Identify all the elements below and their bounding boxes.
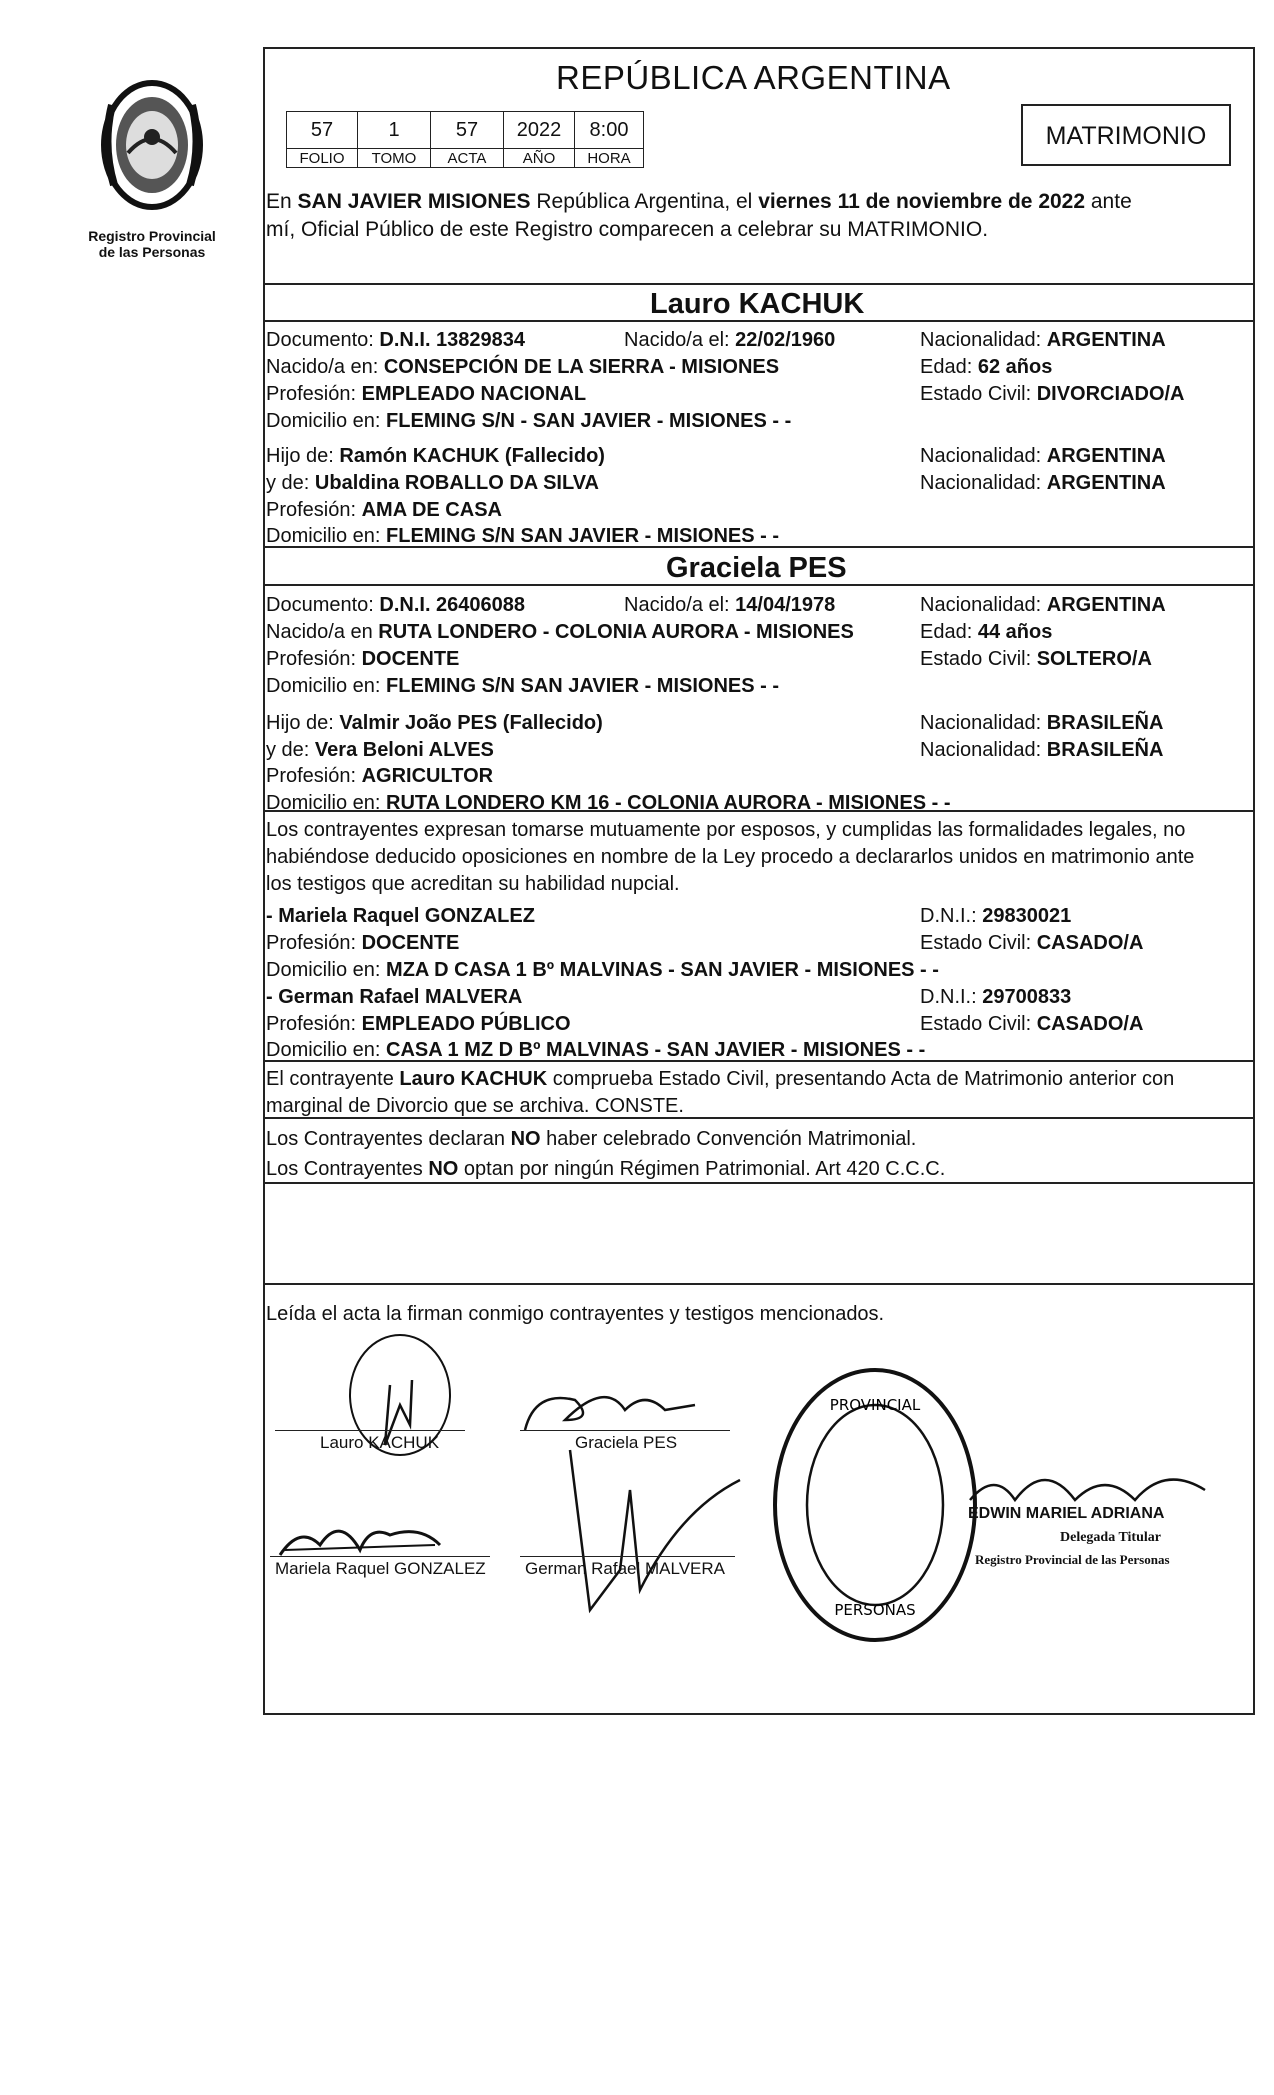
provincial-seal-icon bbox=[72, 75, 232, 215]
declaration-line-3: los testigos que acreditan su habilidad nupcial. bbox=[266, 873, 680, 895]
spouse2-born: Nacido/a el: 14/04/1978 bbox=[624, 594, 836, 616]
spouse2-address: Domicilio en: FLEMING S/N SAN JAVIER - MISIONES - - bbox=[266, 675, 780, 697]
witness1-profession: Profesión: DOCENTE bbox=[266, 932, 460, 954]
spouse1-profession: Profesión: EMPLEADO NACIONAL bbox=[266, 383, 587, 405]
signature-label-graciela: Graciela PES bbox=[575, 1433, 678, 1452]
witness2-profession: Profesión: EMPLEADO PÚBLICO bbox=[266, 1013, 571, 1035]
spouse1-mother: y de: Ubaldina ROBALLO DA SILVA bbox=[266, 472, 599, 494]
spouse1-born: Nacido/a el: 22/02/1960 bbox=[624, 329, 836, 351]
logo-caption: Registro Provincial de las Personas bbox=[88, 228, 216, 260]
spouse2-nationality: Nacionalidad: ARGENTINA bbox=[920, 594, 1166, 616]
label-year: AÑO bbox=[504, 149, 575, 168]
spouse1-doc: Documento: D.N.I. 13829834 bbox=[266, 329, 526, 351]
spouse1-nationality: Nacionalidad: ARGENTINA bbox=[920, 329, 1166, 351]
spouse2-mother-nationality: Nacionalidad: BRASILEÑA bbox=[920, 739, 1164, 761]
witness2-dni: D.N.I.: 29700833 bbox=[920, 986, 1072, 1008]
spouse1-age: Edad: 62 años bbox=[920, 356, 1053, 378]
declaration-line-1: Los contrayentes expresan tomarse mutuamente por esposos, y cumplidas las formalidades legales, no bbox=[266, 819, 1186, 841]
spouse2-doc: Documento: D.N.I. 26406088 bbox=[266, 594, 526, 616]
declaration-line-2: habiéndose deducido oposiciones en nombre de la Ley procedo a declararlos unidos en matrimonio ante bbox=[266, 846, 1195, 868]
intro-line-2: mí, Oficial Público de este Registro comparecen a celebrar su MATRIMONIO. bbox=[266, 218, 989, 241]
spouse2-civil-status: Estado Civil: SOLTERO/A bbox=[920, 648, 1152, 670]
spouse2-age: Edad: 44 años bbox=[920, 621, 1053, 643]
record-hour: 8:00 bbox=[575, 112, 644, 149]
witness2-name: - German Rafael MALVERA bbox=[266, 986, 523, 1008]
civil-status-note-1: El contrayente Lauro KACHUK comprueba Estado Civil, presentando Acta de Matrimonio anterior con bbox=[266, 1068, 1175, 1090]
spouse1-birthplace: Nacido/a en: CONSEPCIÓN DE LA SIERRA - MISIONES bbox=[266, 356, 780, 378]
record-acta: 57 bbox=[431, 112, 504, 149]
witness1-address: Domicilio en: MZA D CASA 1 Bº MALVINAS - SAN JAVIER - MISIONES - - bbox=[266, 959, 939, 981]
spouse2-mother: y de: Vera Beloni ALVES bbox=[266, 739, 494, 761]
spouse2-birthplace: Nacido/a en RUTA LONDERO - COLONIA AURORA - MISIONES bbox=[266, 621, 854, 643]
official-name: EDWIN MARIEL ADRIANA bbox=[968, 1505, 1165, 1522]
record-year: 2022 bbox=[504, 112, 575, 149]
label-tomo: TOMO bbox=[358, 149, 431, 168]
svg-text:PROVINCIAL: PROVINCIAL bbox=[829, 1396, 921, 1414]
spouse1-parent-profession: Profesión: AMA DE CASA bbox=[266, 499, 502, 521]
page-title: REPÚBLICA ARGENTINA bbox=[556, 59, 951, 96]
document-type-box: MATRIMONIO bbox=[1021, 104, 1231, 166]
record-table bbox=[286, 111, 644, 168]
spouse1-parent-address: Domicilio en: FLEMING S/N SAN JAVIER - MISIONES - - bbox=[266, 525, 780, 547]
signature-label-lauro: Lauro KACHUK bbox=[320, 1433, 440, 1452]
label-folio: FOLIO bbox=[287, 149, 358, 168]
witness1-dni: D.N.I.: 29830021 bbox=[920, 905, 1072, 927]
official-stamp-icon bbox=[770, 1365, 980, 1645]
intro-line-1: En SAN JAVIER MISIONES República Argentina, el viernes 11 de noviembre de 2022 ante bbox=[266, 190, 1132, 213]
signature-label-german: German Rafael MALVERA bbox=[525, 1559, 725, 1578]
record-tomo: 1 bbox=[358, 112, 431, 149]
spouse2-father: Hijo de: Valmir João PES (Fallecido) bbox=[266, 712, 603, 734]
official-org: Registro Provincial de las Personas bbox=[975, 1552, 1170, 1567]
registry-logo bbox=[72, 75, 232, 260]
svg-text:PERSONAS: PERSONAS bbox=[834, 1601, 916, 1619]
official-title: Delegada Titular bbox=[1060, 1530, 1161, 1545]
spouse2-name: Graciela PES bbox=[666, 552, 847, 584]
record-folio: 57 bbox=[287, 112, 358, 149]
spouse2-parent-profession: Profesión: AGRICULTOR bbox=[266, 765, 494, 787]
signature-label-mariela: Mariela Raquel GONZALEZ bbox=[275, 1559, 486, 1578]
spouse1-father: Hijo de: Ramón KACHUK (Fallecido) bbox=[266, 445, 605, 467]
spouse1-civil-status: Estado Civil: DIVORCIADO/A bbox=[920, 383, 1185, 405]
witness2-address: Domicilio en: CASA 1 MZ D Bº MALVINAS - SAN JAVIER - MISIONES - - bbox=[266, 1039, 926, 1061]
spouse1-name: Lauro KACHUK bbox=[650, 288, 865, 320]
spouse1-address: Domicilio en: FLEMING S/N - SAN JAVIER - MISIONES - - bbox=[266, 410, 792, 432]
civil-status-note-2: marginal de Divorcio que se archiva. CONSTE. bbox=[266, 1095, 684, 1117]
label-acta: ACTA bbox=[431, 149, 504, 168]
witness2-civil-status: Estado Civil: CASADO/A bbox=[920, 1013, 1144, 1035]
spouse2-profession: Profesión: DOCENTE bbox=[266, 648, 460, 670]
label-hour: HORA bbox=[575, 149, 644, 168]
spouse2-parent-address: Domicilio en: RUTA LONDERO KM 16 - COLONIA AURORA - MISIONES - - bbox=[266, 792, 951, 814]
regime-note: Los Contrayentes NO optan por ningún Régimen Patrimonial. Art 420 C.C.C. bbox=[266, 1158, 946, 1180]
signature-german bbox=[560, 1430, 760, 1620]
witness1-name: - Mariela Raquel GONZALEZ bbox=[266, 905, 535, 927]
spouse1-father-nationality: Nacionalidad: ARGENTINA bbox=[920, 445, 1166, 467]
closing-text: Leída el acta la firman conmigo contrayentes y testigos mencionados. bbox=[266, 1303, 885, 1325]
witness1-civil-status: Estado Civil: CASADO/A bbox=[920, 932, 1144, 954]
convention-note: Los Contrayentes declaran NO haber celebrado Convención Matrimonial. bbox=[266, 1128, 917, 1150]
spouse2-father-nationality: Nacionalidad: BRASILEÑA bbox=[920, 712, 1164, 734]
spouse1-mother-nationality: Nacionalidad: ARGENTINA bbox=[920, 472, 1166, 494]
